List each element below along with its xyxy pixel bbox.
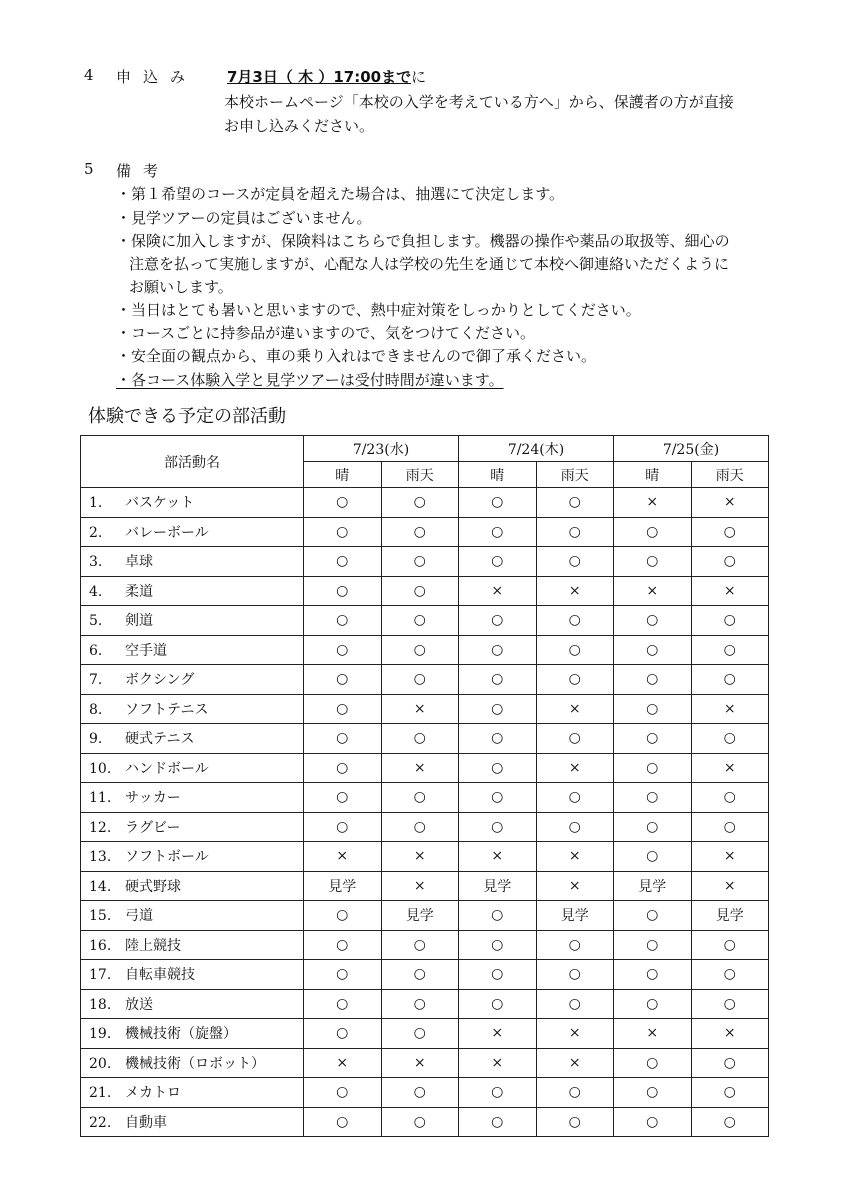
date-header: 7/23(水) bbox=[304, 436, 459, 462]
club-name-cell bbox=[81, 871, 304, 901]
availability-cell: × bbox=[536, 842, 614, 872]
availability-cell: × bbox=[459, 1019, 537, 1049]
club-name-cell bbox=[81, 724, 304, 754]
availability-cell: ○ bbox=[381, 989, 459, 1019]
table-row bbox=[81, 606, 769, 636]
club-number: 1. bbox=[89, 495, 103, 512]
availability-cell: ○ bbox=[304, 576, 382, 606]
club-name-cell bbox=[81, 517, 304, 547]
club-name: 硬式野球 bbox=[125, 878, 181, 895]
club-name-cell bbox=[81, 783, 304, 813]
table-row bbox=[81, 960, 769, 990]
club-name-cell bbox=[81, 694, 304, 724]
club-name-cell bbox=[81, 576, 304, 606]
availability-cell: ○ bbox=[304, 753, 382, 783]
club-name: 放送 bbox=[125, 996, 153, 1013]
availability-cell: × bbox=[536, 1048, 614, 1078]
availability-cell: ○ bbox=[381, 930, 459, 960]
club-name: ラグビー bbox=[125, 819, 181, 836]
club-number: 2. bbox=[89, 524, 103, 541]
availability-cell: ○ bbox=[304, 812, 382, 842]
availability-cell: ○ bbox=[614, 517, 692, 547]
note: ・当日はとても暑いと思いますので、熱中症対策をしっかりとしてください。 bbox=[116, 301, 641, 319]
availability-cell: ○ bbox=[614, 753, 692, 783]
availability-cell: × bbox=[536, 871, 614, 901]
availability-cell: ○ bbox=[459, 547, 537, 577]
club-number: 6. bbox=[89, 642, 103, 659]
table-row bbox=[81, 812, 769, 842]
club-name: 弓道 bbox=[125, 908, 153, 925]
availability-cell: 見学 bbox=[304, 871, 382, 901]
club-name-cell bbox=[81, 842, 304, 872]
availability-cell: × bbox=[691, 753, 769, 783]
table-row bbox=[81, 576, 769, 606]
availability-cell: ○ bbox=[459, 960, 537, 990]
availability-cell: ○ bbox=[536, 517, 614, 547]
note-continuation: お願いします。 bbox=[129, 278, 233, 296]
table-row bbox=[81, 635, 769, 665]
club-name: 機械技術（旋盤） bbox=[125, 1026, 237, 1043]
club-number: 18. bbox=[89, 996, 112, 1013]
club-number: 14. bbox=[89, 878, 112, 895]
availability-cell: × bbox=[459, 576, 537, 606]
availability-cell: ○ bbox=[304, 488, 382, 518]
availability-cell: ○ bbox=[381, 606, 459, 636]
availability-cell: ○ bbox=[691, 1078, 769, 1108]
deadline-suffix: に bbox=[411, 68, 427, 86]
club-name-cell bbox=[81, 1019, 304, 1049]
availability-cell: ○ bbox=[536, 665, 614, 695]
club-name: ハンドボール bbox=[125, 760, 209, 777]
club-name-cell bbox=[81, 960, 304, 990]
availability-cell: ○ bbox=[304, 783, 382, 813]
availability-cell: × bbox=[614, 488, 692, 518]
club-name: 陸上競技 bbox=[125, 937, 181, 954]
club-name: 剣道 bbox=[125, 613, 153, 630]
availability-cell: ○ bbox=[459, 665, 537, 695]
availability-cell: ○ bbox=[381, 665, 459, 695]
availability-cell: ○ bbox=[459, 1078, 537, 1108]
club-number: 21. bbox=[89, 1085, 112, 1102]
availability-cell: × bbox=[536, 576, 614, 606]
availability-cell: ○ bbox=[691, 960, 769, 990]
date-header: 7/24(木) bbox=[459, 436, 614, 462]
availability-cell: ○ bbox=[614, 606, 692, 636]
availability-cell: ○ bbox=[691, 989, 769, 1019]
availability-cell: ○ bbox=[381, 488, 459, 518]
availability-cell: × bbox=[536, 694, 614, 724]
availability-cell: × bbox=[459, 1048, 537, 1078]
availability-cell: ○ bbox=[614, 812, 692, 842]
club-name-cell bbox=[81, 989, 304, 1019]
club-name-cell bbox=[81, 635, 304, 665]
club-number: 7. bbox=[89, 672, 103, 689]
availability-cell: × bbox=[691, 842, 769, 872]
availability-cell: ○ bbox=[459, 488, 537, 518]
availability-cell: ○ bbox=[614, 724, 692, 754]
availability-cell: ○ bbox=[536, 1107, 614, 1137]
availability-cell: ○ bbox=[304, 989, 382, 1019]
section4-number: 4 bbox=[84, 66, 94, 84]
availability-cell: 見学 bbox=[614, 871, 692, 901]
club-name: 柔道 bbox=[125, 583, 153, 600]
club-number: 22. bbox=[89, 1114, 112, 1131]
availability-cell: × bbox=[381, 871, 459, 901]
availability-cell: ○ bbox=[536, 635, 614, 665]
club-number: 15. bbox=[89, 908, 112, 925]
availability-cell: 見学 bbox=[381, 901, 459, 931]
section4-body-line1: 本校ホームページ「本校の入学を考えている方へ」から、保護者の方が直接 bbox=[224, 93, 734, 111]
availability-cell: × bbox=[536, 1019, 614, 1049]
availability-cell: ○ bbox=[614, 783, 692, 813]
availability-cell: ○ bbox=[381, 724, 459, 754]
club-name-cell bbox=[81, 753, 304, 783]
table-row bbox=[81, 842, 769, 872]
club-name-cell bbox=[81, 1107, 304, 1137]
club-number: 11. bbox=[89, 790, 112, 807]
availability-cell: × bbox=[304, 842, 382, 872]
availability-cell: ○ bbox=[536, 812, 614, 842]
deadline: 7月3日（ 木 ）17:00まで bbox=[227, 68, 412, 86]
club-number: 20. bbox=[89, 1055, 112, 1072]
availability-cell: ○ bbox=[304, 901, 382, 931]
availability-cell: ○ bbox=[536, 547, 614, 577]
club-name: 硬式テニス bbox=[125, 731, 195, 748]
availability-cell: × bbox=[459, 842, 537, 872]
club-name: 機械技術（ロボット） bbox=[125, 1055, 265, 1072]
availability-cell: 見学 bbox=[691, 901, 769, 931]
availability-cell: ○ bbox=[304, 635, 382, 665]
availability-cell: × bbox=[381, 1048, 459, 1078]
availability-cell: ○ bbox=[459, 901, 537, 931]
club-number: 17. bbox=[89, 967, 112, 984]
availability-cell: 見学 bbox=[459, 871, 537, 901]
club-name: 自動車 bbox=[125, 1114, 167, 1131]
note: ・第１希望のコースが定員を超えた場合は、抽選にて決定します。 bbox=[116, 185, 565, 203]
club-name: ソフトテニス bbox=[125, 701, 209, 718]
availability-cell: × bbox=[691, 488, 769, 518]
availability-cell: ○ bbox=[381, 1019, 459, 1049]
club-number: 19. bbox=[89, 1026, 112, 1043]
table-row bbox=[81, 989, 769, 1019]
club-number: 10. bbox=[89, 760, 112, 777]
availability-cell: ○ bbox=[381, 547, 459, 577]
weather-sunny-header: 晴 bbox=[459, 462, 537, 488]
availability-cell: ○ bbox=[691, 517, 769, 547]
availability-cell: ○ bbox=[304, 960, 382, 990]
availability-cell: ○ bbox=[381, 812, 459, 842]
availability-cell: ○ bbox=[459, 812, 537, 842]
availability-cell: ○ bbox=[614, 930, 692, 960]
table-row bbox=[81, 517, 769, 547]
weather-rain-header: 雨天 bbox=[381, 462, 459, 488]
table-row bbox=[81, 901, 769, 931]
table-row bbox=[81, 1078, 769, 1108]
availability-cell: ○ bbox=[614, 694, 692, 724]
availability-cell: ○ bbox=[304, 1019, 382, 1049]
note-underlined: ・各コース体験入学と見学ツアーは受付時間が違います。 bbox=[116, 371, 504, 389]
availability-cell: ○ bbox=[614, 842, 692, 872]
availability-cell: ○ bbox=[614, 547, 692, 577]
club-name: メカトロ bbox=[125, 1085, 181, 1102]
availability-cell: ○ bbox=[691, 665, 769, 695]
availability-cell: ○ bbox=[381, 1078, 459, 1108]
availability-cell: ○ bbox=[614, 989, 692, 1019]
availability-cell: ○ bbox=[304, 930, 382, 960]
availability-cell: ○ bbox=[691, 606, 769, 636]
table-row bbox=[81, 871, 769, 901]
club-rows bbox=[81, 488, 769, 1137]
availability-cell: × bbox=[691, 871, 769, 901]
availability-cell: ○ bbox=[459, 724, 537, 754]
note: ・コースごとに持参品が違いますので、気をつけてください。 bbox=[116, 324, 535, 342]
availability-cell: ○ bbox=[459, 753, 537, 783]
availability-cell: ○ bbox=[691, 1107, 769, 1137]
availability-cell: × bbox=[381, 694, 459, 724]
availability-cell: × bbox=[536, 753, 614, 783]
availability-cell: ○ bbox=[614, 665, 692, 695]
table-row bbox=[81, 753, 769, 783]
club-number: 13. bbox=[89, 849, 112, 866]
section5-number: 5 bbox=[84, 160, 94, 178]
availability-cell: ○ bbox=[459, 930, 537, 960]
table-row bbox=[81, 724, 769, 754]
availability-cell: ○ bbox=[691, 547, 769, 577]
availability-cell: 見学 bbox=[536, 901, 614, 931]
weather-sunny-header: 晴 bbox=[614, 462, 692, 488]
availability-cell: ○ bbox=[381, 635, 459, 665]
availability-cell: × bbox=[381, 842, 459, 872]
club-name: ソフトボール bbox=[125, 849, 209, 866]
table-row bbox=[81, 694, 769, 724]
club-number: 5. bbox=[89, 613, 103, 630]
club-name-cell bbox=[81, 488, 304, 518]
club-name-cell bbox=[81, 930, 304, 960]
club-name-cell bbox=[81, 812, 304, 842]
availability-cell: ○ bbox=[614, 635, 692, 665]
availability-cell: ○ bbox=[536, 930, 614, 960]
table-row bbox=[81, 1019, 769, 1049]
availability-cell: ○ bbox=[536, 488, 614, 518]
availability-cell: × bbox=[691, 1019, 769, 1049]
availability-cell: ○ bbox=[381, 783, 459, 813]
club-name: サッカー bbox=[125, 790, 181, 807]
availability-cell: × bbox=[614, 1019, 692, 1049]
availability-cell: ○ bbox=[304, 606, 382, 636]
availability-cell: ○ bbox=[304, 1078, 382, 1108]
availability-cell: ○ bbox=[381, 517, 459, 547]
availability-cell: ○ bbox=[614, 901, 692, 931]
availability-cell: ○ bbox=[536, 989, 614, 1019]
club-name-cell bbox=[81, 901, 304, 931]
availability-cell: × bbox=[381, 753, 459, 783]
availability-cell: ○ bbox=[536, 724, 614, 754]
availability-cell: ○ bbox=[459, 517, 537, 547]
availability-cell: ○ bbox=[691, 812, 769, 842]
table-row bbox=[81, 1107, 769, 1137]
availability-cell: ○ bbox=[381, 1107, 459, 1137]
club-name: バレーボール bbox=[125, 524, 209, 541]
availability-cell: ○ bbox=[459, 783, 537, 813]
availability-cell: ○ bbox=[536, 1078, 614, 1108]
club-name: 空手道 bbox=[125, 642, 167, 659]
availability-cell: ○ bbox=[691, 635, 769, 665]
club-name: バスケット bbox=[125, 495, 195, 512]
availability-cell: ○ bbox=[614, 960, 692, 990]
note: ・保険に加入しますが、保険料はこちらで負担します。機器の操作や薬品の取扱等、細心の bbox=[116, 232, 730, 250]
availability-cell: ○ bbox=[614, 1078, 692, 1108]
availability-cell: ○ bbox=[691, 930, 769, 960]
club-name-header: 部活動名 bbox=[81, 436, 304, 488]
availability-cell: ○ bbox=[381, 960, 459, 990]
availability-cell: ○ bbox=[304, 1107, 382, 1137]
availability-cell: ○ bbox=[691, 724, 769, 754]
availability-cell: × bbox=[304, 1048, 382, 1078]
date-header: 7/25(金) bbox=[614, 436, 769, 462]
club-activity-table bbox=[80, 435, 769, 1137]
section4-title: 申込み bbox=[116, 68, 198, 86]
availability-cell: ○ bbox=[536, 783, 614, 813]
availability-cell: ○ bbox=[536, 960, 614, 990]
availability-cell: ○ bbox=[304, 724, 382, 754]
availability-cell: ○ bbox=[614, 1107, 692, 1137]
table-row bbox=[81, 930, 769, 960]
weather-sunny-header: 晴 bbox=[304, 462, 382, 488]
note: ・見学ツアーの定員はございません。 bbox=[116, 209, 372, 227]
weather-rain-header: 雨天 bbox=[536, 462, 614, 488]
availability-cell: ○ bbox=[459, 635, 537, 665]
table-row bbox=[81, 488, 769, 518]
availability-cell: ○ bbox=[459, 606, 537, 636]
table-row bbox=[81, 783, 769, 813]
table-heading: 体験できる予定の部活動 bbox=[88, 406, 286, 427]
availability-cell: ○ bbox=[459, 1107, 537, 1137]
club-name: ボクシング bbox=[125, 672, 195, 689]
availability-cell: ○ bbox=[691, 783, 769, 813]
club-number: 8. bbox=[89, 701, 103, 718]
availability-cell: ○ bbox=[304, 694, 382, 724]
club-number: 9. bbox=[89, 731, 103, 748]
availability-cell: ○ bbox=[381, 576, 459, 606]
section5-title: 備考 bbox=[116, 162, 171, 180]
club-name-cell bbox=[81, 1048, 304, 1078]
availability-cell: ○ bbox=[459, 694, 537, 724]
table-row bbox=[81, 1048, 769, 1078]
section4-deadline-line bbox=[227, 66, 426, 87]
club-number: 3. bbox=[89, 554, 103, 571]
availability-cell: ○ bbox=[304, 665, 382, 695]
club-number: 16. bbox=[89, 937, 112, 954]
availability-cell: ○ bbox=[614, 1048, 692, 1078]
availability-cell: × bbox=[691, 576, 769, 606]
weather-rain-header: 雨天 bbox=[691, 462, 769, 488]
club-name-cell bbox=[81, 547, 304, 577]
note: ・安全面の観点から、車の乗り入れはできませんので御了承ください。 bbox=[116, 347, 597, 365]
availability-cell: ○ bbox=[459, 989, 537, 1019]
club-name-cell bbox=[81, 606, 304, 636]
club-name: 自転車競技 bbox=[125, 967, 195, 984]
availability-cell: ○ bbox=[304, 517, 382, 547]
table-row bbox=[81, 547, 769, 577]
availability-cell: × bbox=[614, 576, 692, 606]
club-number: 12. bbox=[89, 819, 112, 836]
availability-cell: × bbox=[691, 694, 769, 724]
availability-cell: ○ bbox=[536, 606, 614, 636]
club-name-cell bbox=[81, 665, 304, 695]
availability-cell: ○ bbox=[691, 1048, 769, 1078]
section4-body-line2: お申し込みください。 bbox=[224, 117, 375, 135]
note-continuation: 注意を払って実施しますが、心配な人は学校の先生を通じて本校へ御連絡いただくように bbox=[129, 255, 730, 273]
club-name-cell bbox=[81, 1078, 304, 1108]
availability-cell: ○ bbox=[304, 547, 382, 577]
club-name: 卓球 bbox=[125, 554, 153, 571]
club-number: 4. bbox=[89, 583, 103, 600]
table-row bbox=[81, 665, 769, 695]
